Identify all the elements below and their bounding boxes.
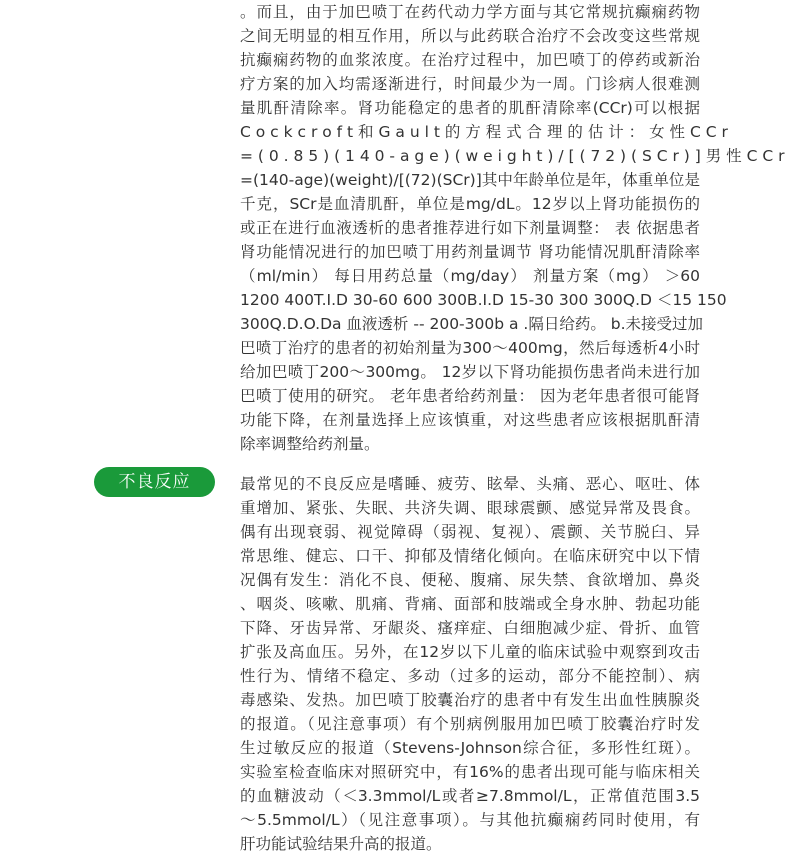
adverse-reactions-paragraph bbox=[240, 472, 700, 856]
text-line: 重增加、紧张、失眠、共济失调、眼球震颤、感觉异常及畏食。 bbox=[240, 499, 700, 517]
text-line: 偶有出现衰弱、视觉障碍（弱视、复视）、震颤、关节脱臼、异 bbox=[240, 523, 700, 541]
text-line: 毒感染、发热。加巴喷丁胶囊治疗的患者中有发生出血性胰腺炎 bbox=[240, 691, 700, 709]
text-line: 况偶有发生：消化不良、便秘、腹痛、尿失禁、食欲增加、鼻炎 bbox=[240, 571, 700, 589]
text-line: 下降、牙齿异常、牙龈炎、瘙痒症、白细胞减少症、骨折、血管 bbox=[240, 619, 700, 637]
dosage-paragraph bbox=[240, 0, 785, 456]
text-line: = ( 0 . 8 5 ) ( 1 4 0 - a g e ) ( w e i g h t ) / [ ( 7 2 ) ( S C r ) ] 男 性 C C r bbox=[240, 147, 785, 165]
text-line: 、咽炎、咳嗽、肌痛、背痛、面部和肢端或全身水肿、勃起功能 bbox=[240, 595, 700, 613]
text-line: 1200 400T.I.D 30-60 600 300B.I.D 15-30 300 300Q.D ＜15 150 bbox=[240, 291, 727, 309]
text-line: 性行为、情绪不稳定、多动（过多的运动，部分不能控制）、病 bbox=[240, 667, 700, 685]
text-line: 300Q.D.O.Da 血液透析 -- 200-300b a .隔日给药。 b.未接受过加 bbox=[240, 315, 704, 333]
adverse-reactions-badge: 不良反应 bbox=[94, 467, 215, 497]
text-line: 的血糖波动（＜3.3mmol/L或者≥7.8mmol/L，正常值范围3.5 bbox=[240, 787, 700, 805]
text-line: 的报道。（见注意事项）有个别病例服用加巴喷丁胶囊治疗时发 bbox=[240, 715, 700, 733]
text-line: ～5.5mmol/L）（见注意事项）。与其他抗癫痫药同时使用，有 bbox=[240, 811, 700, 829]
text-line: 抗癫痫药物的血浆浓度。在治疗过程中，加巴喷丁的停药或新治 bbox=[240, 51, 700, 69]
text-line: （ml/min） 每日用药总量（mg/day） 剂量方案（mg） ＞60 bbox=[240, 267, 700, 285]
text-line: 疗方案的加入均需逐渐进行，时间最少为一周。门诊病人很难测 bbox=[240, 75, 700, 93]
text-line: 扩张及高血压。另外，在12岁以下儿童的临床试验中观察到攻击 bbox=[240, 643, 700, 661]
text-line: 给加巴喷丁200～300mg。 12岁以下肾功能损伤患者尚未进行加 bbox=[240, 363, 700, 381]
text-line: 肾功能情况进行的加巴喷丁用药剂量调节 肾功能情况肌酐清除率 bbox=[240, 243, 700, 261]
text-line: 。而且，由于加巴喷丁在药代动力学方面与其它常规抗癫痫药物 bbox=[240, 3, 700, 21]
text-line: 之间无明显的相互作用，所以与此药联合治疗不会改变这些常规 bbox=[240, 27, 700, 45]
text-line: 或正在进行血液透析的患者推荐进行如下剂量调整： 表 依据患者 bbox=[240, 219, 700, 237]
text-line: 千克，SCr是血清肌酐，单位是mg/dL。12岁以上肾功能损伤的 bbox=[240, 195, 700, 213]
text-line: 实验室检查临床对照研究中，有16%的患者出现可能与临床相关 bbox=[240, 763, 700, 781]
text-line: 最常见的不良反应是嗜睡、疲劳、眩晕、头痛、恶心、呕吐、体 bbox=[240, 475, 700, 493]
text-line: 巴喷丁使用的研究。 老年患者给药剂量： 因为老年患者很可能肾 bbox=[240, 387, 700, 405]
text-line: 量肌酐清除率。肾功能稳定的患者的肌酐清除率(CCr)可以根据 bbox=[240, 99, 700, 117]
text-line: 除率调整给药剂量。 bbox=[240, 435, 380, 453]
text-line: C o c k c r o f t 和 G a u l t 的 方 程 式 合 理 的 估 计 ： 女 性 C C r bbox=[240, 123, 728, 141]
text-line: 肝功能试验结果升高的报道。 bbox=[240, 835, 442, 853]
text-line: 常思维、健忘、口干、抑郁及情绪化倾向。在临床研究中以下情 bbox=[240, 547, 700, 565]
text-line: 功能下降，在剂量选择上应该慎重，对这些患者应该根据肌酐清 bbox=[240, 411, 700, 429]
text-line: 巴喷丁治疗的患者的初始剂量为300～400mg，然后每透析4小时 bbox=[240, 339, 700, 357]
text-line: =(140-age)(weight)/[(72)(SCr)]其中年龄单位是年，体重单位是 bbox=[240, 171, 700, 189]
text-line: 生过敏反应的报道（Stevens-Johnson综合征，多形性红斑）。 bbox=[240, 739, 700, 757]
